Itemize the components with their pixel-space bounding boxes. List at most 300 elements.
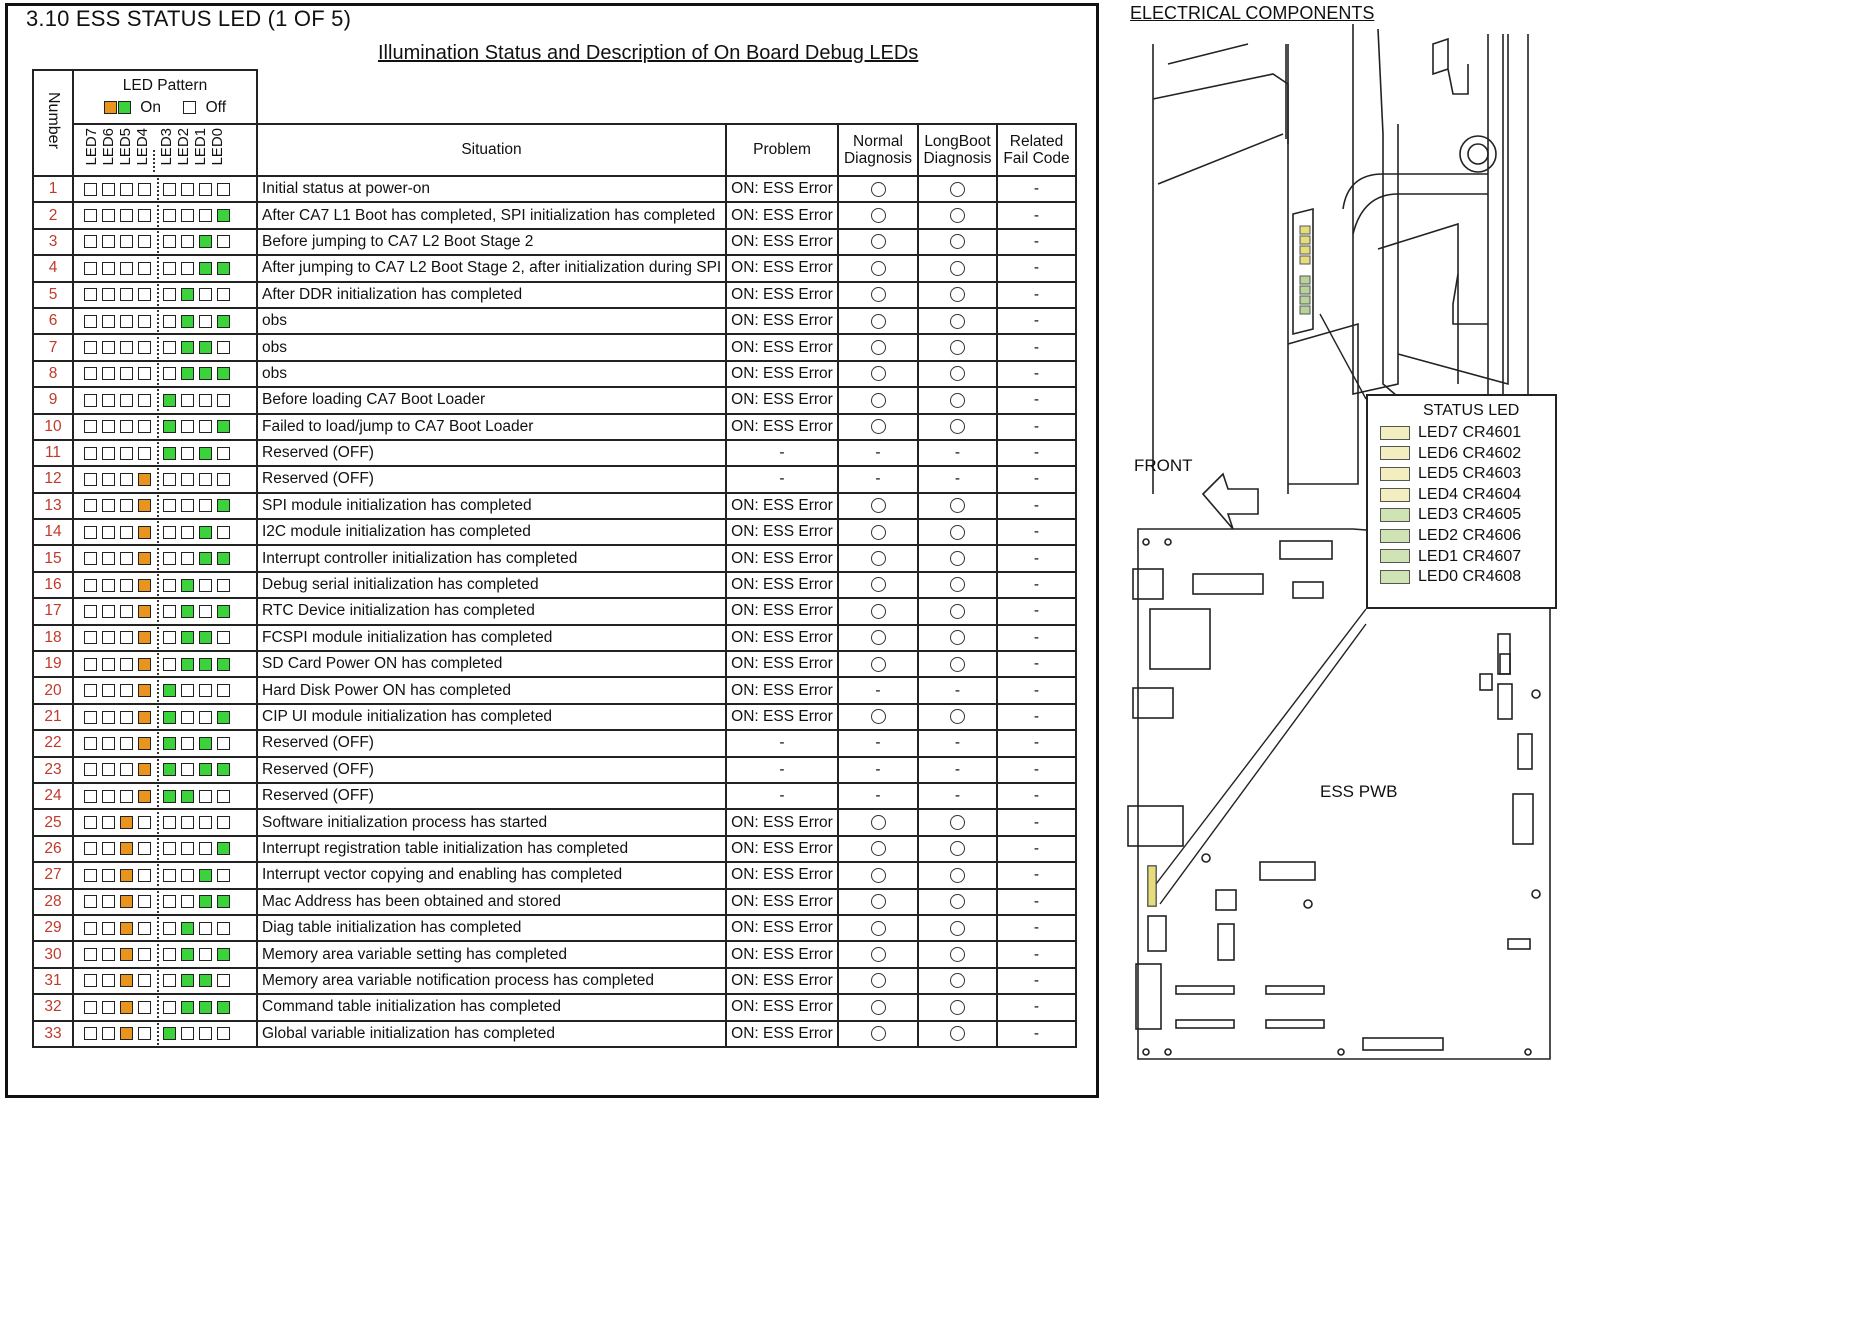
related-fail-code-cell: - xyxy=(997,255,1076,281)
led-indicator-led0 xyxy=(217,737,230,750)
led-chip-icon xyxy=(1380,488,1410,502)
problem-cell: ON: ESS Error xyxy=(726,572,838,598)
normal-diagnosis-cell xyxy=(838,493,918,519)
led-indicator-led5 xyxy=(120,631,133,644)
status-led-item xyxy=(1380,445,1521,465)
led-indicator-led4 xyxy=(138,262,151,275)
led-indicator-led4 xyxy=(138,737,151,750)
problem-cell: - xyxy=(726,757,838,783)
led-indicator-led0 xyxy=(217,526,230,539)
led-indicator-led4 xyxy=(138,367,151,380)
problem-cell: ON: ESS Error xyxy=(726,968,838,994)
related-fail-code-cell: - xyxy=(997,202,1076,228)
circle-mark-icon xyxy=(950,815,965,830)
led-pattern xyxy=(73,519,257,545)
led-label-led6: LED6 xyxy=(100,127,117,166)
led-pattern xyxy=(73,651,257,677)
problem-cell: ON: ESS Error xyxy=(726,519,838,545)
circle-mark-icon xyxy=(950,261,965,276)
led-indicator-led4 xyxy=(138,183,151,196)
situation-cell: Memory area variable setting has completed xyxy=(257,941,726,967)
led-indicator-led3 xyxy=(163,552,176,565)
led-indicator-led5 xyxy=(120,948,133,961)
led-group-separator xyxy=(157,337,159,359)
normal-diagnosis-cell xyxy=(838,809,918,835)
led-indicator-led6 xyxy=(102,711,115,724)
row-number: 25 xyxy=(33,809,73,835)
led-indicator-led4 xyxy=(138,473,151,486)
situation-cell: Global variable initialization has completed xyxy=(257,1021,726,1047)
led-indicator-led7 xyxy=(84,1001,97,1014)
led-indicator-led6 xyxy=(102,579,115,592)
normal-diagnosis-cell: - xyxy=(838,730,918,756)
related-fail-code-cell: - xyxy=(997,598,1076,624)
circle-mark-icon xyxy=(871,841,886,856)
led-indicator-led7 xyxy=(84,658,97,671)
led-indicator-led4 xyxy=(138,974,151,987)
led-indicator-led6 xyxy=(102,816,115,829)
led-indicator-led5 xyxy=(120,658,133,671)
led-indicator-led5 xyxy=(120,235,133,248)
row-number: 28 xyxy=(33,889,73,915)
circle-mark-icon xyxy=(950,419,965,434)
led-indicator-led7 xyxy=(84,605,97,618)
led-pattern xyxy=(73,545,257,571)
related-fail-code-cell: - xyxy=(997,941,1076,967)
circle-mark-icon xyxy=(871,1000,886,1015)
circle-mark-icon xyxy=(950,182,965,197)
circle-mark-icon xyxy=(871,947,886,962)
led-indicator-led2 xyxy=(181,1027,194,1040)
led-indicator-led6 xyxy=(102,262,115,275)
table-row xyxy=(33,519,1076,545)
led-indicator-led6 xyxy=(102,790,115,803)
led-indicator-led7 xyxy=(84,631,97,644)
led-indicator-led5 xyxy=(120,473,133,486)
normal-diagnosis-cell: - xyxy=(838,677,918,703)
longboot-diagnosis-cell xyxy=(918,255,997,281)
led-indicator-led3 xyxy=(163,711,176,724)
led-indicator-led1 xyxy=(199,631,212,644)
situation-cell: After CA7 L1 Boot has completed, SPI initialization has completed xyxy=(257,202,726,228)
row-number: 21 xyxy=(33,704,73,730)
led-indicator-led1 xyxy=(199,526,212,539)
row-number: 5 xyxy=(33,282,73,308)
problem-cell: ON: ESS Error xyxy=(726,176,838,202)
circle-mark-icon xyxy=(950,234,965,249)
led-indicator-led5 xyxy=(120,922,133,935)
led-indicator-led7 xyxy=(84,341,97,354)
led-indicator-led4 xyxy=(138,1001,151,1014)
led-indicator-led6 xyxy=(102,1001,115,1014)
legend-orange-swatch xyxy=(104,101,117,114)
led-indicator-led2 xyxy=(181,526,194,539)
led-indicator-led4 xyxy=(138,499,151,512)
normal-diagnosis-cell xyxy=(838,519,918,545)
led-indicator-led7 xyxy=(84,948,97,961)
led-indicator-led3 xyxy=(163,315,176,328)
led-indicator-led6 xyxy=(102,209,115,222)
circle-mark-icon xyxy=(950,208,965,223)
led-pattern xyxy=(73,202,257,228)
table-row xyxy=(33,202,1076,228)
led-indicator-led1 xyxy=(199,262,212,275)
circle-mark-icon xyxy=(950,366,965,381)
led-group-separator xyxy=(157,864,159,886)
related-fail-code-cell: - xyxy=(997,519,1076,545)
situation-cell: Before loading CA7 Boot Loader xyxy=(257,387,726,413)
longboot-diagnosis-cell: - xyxy=(918,783,997,809)
table-row xyxy=(33,545,1076,571)
led-pattern xyxy=(73,414,257,440)
problem-cell: ON: ESS Error xyxy=(726,677,838,703)
table-row xyxy=(33,176,1076,202)
led-indicator-led7 xyxy=(84,288,97,301)
circle-mark-icon xyxy=(950,894,965,909)
led-indicator-led5 xyxy=(120,711,133,724)
led-indicator-led7 xyxy=(84,367,97,380)
led-indicator-led1 xyxy=(199,209,212,222)
situation-cell: Software initialization process has started xyxy=(257,809,726,835)
led-indicator-led0 xyxy=(217,579,230,592)
circle-mark-icon xyxy=(871,525,886,540)
table-row xyxy=(33,651,1076,677)
led-chip-icon xyxy=(1380,446,1410,460)
led-indicator-led1 xyxy=(199,658,212,671)
table-row xyxy=(33,783,1076,809)
circle-mark-icon xyxy=(871,314,886,329)
situation-cell: I2C module initialization has completed xyxy=(257,519,726,545)
circle-mark-icon xyxy=(950,577,965,592)
led-indicator-led6 xyxy=(102,341,115,354)
row-number: 23 xyxy=(33,757,73,783)
situation-cell: Interrupt controller initialization has completed xyxy=(257,545,726,571)
row-number: 18 xyxy=(33,625,73,651)
led-indicator-led4 xyxy=(138,579,151,592)
table-row xyxy=(33,466,1076,492)
led-group-separator xyxy=(157,785,159,807)
led-indicator-led2 xyxy=(181,816,194,829)
led-indicator-led4 xyxy=(138,605,151,618)
led-indicator-led2 xyxy=(181,737,194,750)
led-indicator-led2 xyxy=(181,341,194,354)
circle-mark-icon xyxy=(871,287,886,302)
longboot-diagnosis-cell xyxy=(918,968,997,994)
table-row xyxy=(33,440,1076,466)
led-indicator-led6 xyxy=(102,1027,115,1040)
led-indicator-led4 xyxy=(138,658,151,671)
led-indicator-led1 xyxy=(199,183,212,196)
circle-mark-icon xyxy=(950,921,965,936)
led-group-separator xyxy=(157,706,159,728)
led-indicator-led4 xyxy=(138,922,151,935)
row-number: 8 xyxy=(33,361,73,387)
table-row xyxy=(33,994,1076,1020)
led-group-separator xyxy=(157,600,159,622)
status-led-callout xyxy=(1366,394,1557,609)
normal-diagnosis-cell xyxy=(838,598,918,624)
led-indicator-led6 xyxy=(102,922,115,935)
circle-mark-icon xyxy=(950,604,965,619)
led-indicator-led5 xyxy=(120,1001,133,1014)
led-indicator-led0 xyxy=(217,367,230,380)
related-fail-code-cell: - xyxy=(997,176,1076,202)
status-led-label: LED1 CR4607 xyxy=(1418,547,1522,565)
led-indicator-led3 xyxy=(163,579,176,592)
row-number: 19 xyxy=(33,651,73,677)
led-indicator-led0 xyxy=(217,552,230,565)
led-indicator-led0 xyxy=(217,790,230,803)
related-fail-code-cell: - xyxy=(997,493,1076,519)
table-row xyxy=(33,282,1076,308)
longboot-diagnosis-cell xyxy=(918,308,997,334)
led-pattern xyxy=(73,572,257,598)
led-indicator-led0 xyxy=(217,922,230,935)
table-row xyxy=(33,730,1076,756)
header-blank xyxy=(257,70,1076,124)
led-indicator-led6 xyxy=(102,948,115,961)
circle-mark-icon xyxy=(871,551,886,566)
led-pattern xyxy=(73,994,257,1020)
longboot-diagnosis-cell xyxy=(918,704,997,730)
circle-mark-icon xyxy=(950,841,965,856)
longboot-diagnosis-cell xyxy=(918,572,997,598)
led-indicator-led6 xyxy=(102,552,115,565)
led-indicator-led0 xyxy=(217,974,230,987)
led-indicator-led5 xyxy=(120,420,133,433)
problem-cell: ON: ESS Error xyxy=(726,545,838,571)
longboot-diagnosis-cell xyxy=(918,1021,997,1047)
led-group-separator xyxy=(157,653,159,675)
led-pattern xyxy=(73,757,257,783)
page-title: 3.10 ESS STATUS LED (1 OF 5) xyxy=(26,6,352,31)
led-indicator-led1 xyxy=(199,420,212,433)
led-indicator-led2 xyxy=(181,367,194,380)
problem-cell: ON: ESS Error xyxy=(726,282,838,308)
led-indicator-led7 xyxy=(84,763,97,776)
related-fail-code-cell: - xyxy=(997,651,1076,677)
led-indicator-led1 xyxy=(199,869,212,882)
normal-diagnosis-cell xyxy=(838,414,918,440)
circle-mark-icon xyxy=(871,709,886,724)
circle-mark-icon xyxy=(871,921,886,936)
circle-mark-icon xyxy=(950,314,965,329)
row-number: 27 xyxy=(33,862,73,888)
status-led-item xyxy=(1380,486,1521,506)
led-indicator-led2 xyxy=(181,842,194,855)
problem-cell: - xyxy=(726,783,838,809)
led-indicator-led3 xyxy=(163,895,176,908)
led-group-separator xyxy=(157,944,159,966)
situation-cell: CIP UI module initialization has completed xyxy=(257,704,726,730)
led-indicator-led0 xyxy=(217,420,230,433)
led-indicator-led3 xyxy=(163,499,176,512)
led-group-separator xyxy=(157,917,159,939)
led-indicator-led1 xyxy=(199,684,212,697)
longboot-diagnosis-cell xyxy=(918,229,997,255)
led-indicator-led4 xyxy=(138,711,151,724)
longboot-diagnosis-cell: - xyxy=(918,757,997,783)
longboot-diagnosis-cell: - xyxy=(918,440,997,466)
normal-diagnosis-cell xyxy=(838,572,918,598)
led-indicator-led0 xyxy=(217,499,230,512)
led-indicator-led5 xyxy=(120,605,133,618)
led-indicator-led7 xyxy=(84,895,97,908)
longboot-diagnosis-cell xyxy=(918,862,997,888)
situation-cell: obs xyxy=(257,361,726,387)
led-indicator-led4 xyxy=(138,526,151,539)
normal-diagnosis-cell xyxy=(838,387,918,413)
status-led-item xyxy=(1380,424,1521,444)
led-indicator-led2 xyxy=(181,183,194,196)
problem-cell: ON: ESS Error xyxy=(726,387,838,413)
related-fail-code-cell: - xyxy=(997,1021,1076,1047)
led-group-separator xyxy=(157,970,159,992)
led-indicator-led5 xyxy=(120,684,133,697)
led-chip-icon xyxy=(1380,426,1410,440)
led-group-separator xyxy=(157,627,159,649)
led-indicator-led0 xyxy=(217,711,230,724)
led-indicator-led5 xyxy=(120,262,133,275)
led-legend xyxy=(74,99,256,117)
row-number: 20 xyxy=(33,677,73,703)
led-indicator-led7 xyxy=(84,499,97,512)
table-row xyxy=(33,836,1076,862)
led-group-separator xyxy=(157,732,159,754)
problem-cell: ON: ESS Error xyxy=(726,809,838,835)
led-indicator-led3 xyxy=(163,235,176,248)
circle-mark-icon xyxy=(950,973,965,988)
normal-diagnosis-cell: - xyxy=(838,783,918,809)
led-indicator-led1 xyxy=(199,948,212,961)
led-indicator-led7 xyxy=(84,816,97,829)
led-group-separator xyxy=(157,759,159,781)
circle-mark-icon xyxy=(950,630,965,645)
table-row xyxy=(33,414,1076,440)
row-number: 1 xyxy=(33,176,73,202)
led-indicator-led1 xyxy=(199,499,212,512)
led-indicator-led5 xyxy=(120,763,133,776)
led-indicator-led2 xyxy=(181,790,194,803)
problem-cell: ON: ESS Error xyxy=(726,862,838,888)
led-indicator-led3 xyxy=(163,1001,176,1014)
circle-mark-icon xyxy=(871,657,886,672)
ess-pwb-label: ESS PWB xyxy=(1320,782,1398,801)
row-number: 10 xyxy=(33,414,73,440)
circle-mark-icon xyxy=(871,340,886,355)
led-indicator-led7 xyxy=(84,790,97,803)
problem-cell: ON: ESS Error xyxy=(726,704,838,730)
related-fail-code-cell: - xyxy=(997,889,1076,915)
row-number: 7 xyxy=(33,334,73,360)
situation-cell: Command table initialization has completed xyxy=(257,994,726,1020)
problem-cell: ON: ESS Error xyxy=(726,255,838,281)
related-fail-code-cell: - xyxy=(997,308,1076,334)
normal-diagnosis-cell xyxy=(838,625,918,651)
table-row xyxy=(33,229,1076,255)
led-indicator-led2 xyxy=(181,235,194,248)
led-indicator-led7 xyxy=(84,974,97,987)
status-led-item xyxy=(1380,506,1521,526)
led-indicator-led1 xyxy=(199,315,212,328)
row-number: 32 xyxy=(33,994,73,1020)
led-indicator-led0 xyxy=(217,816,230,829)
problem-cell: ON: ESS Error xyxy=(726,651,838,677)
led-pattern xyxy=(73,493,257,519)
related-fail-code-cell: - xyxy=(997,572,1076,598)
status-led-label: LED5 CR4603 xyxy=(1418,465,1522,483)
led-indicator-led4 xyxy=(138,341,151,354)
normal-diagnosis-cell xyxy=(838,255,918,281)
led-chip-icon xyxy=(1380,467,1410,481)
circle-mark-icon xyxy=(871,577,886,592)
situation-cell: Memory area variable notification process has completed xyxy=(257,968,726,994)
longboot-diagnosis-cell xyxy=(918,809,997,835)
circle-mark-icon xyxy=(950,1000,965,1015)
led-status-table xyxy=(32,69,1077,1048)
table-heading: Illumination Status and Description of On Board Debug LEDs xyxy=(378,42,919,64)
status-led-label: LED7 CR4601 xyxy=(1418,424,1522,441)
related-fail-code-cell: - xyxy=(997,704,1076,730)
led-indicator-led0 xyxy=(217,631,230,644)
led-indicator-led6 xyxy=(102,235,115,248)
led-indicator-led0 xyxy=(217,1027,230,1040)
circle-mark-icon xyxy=(871,604,886,619)
table-row xyxy=(33,757,1076,783)
led-indicator-led4 xyxy=(138,842,151,855)
led-indicator-led7 xyxy=(84,869,97,882)
led-indicator-led2 xyxy=(181,288,194,301)
situation-cell: Failed to load/jump to CA7 Boot Loader xyxy=(257,414,726,440)
led-pattern xyxy=(73,282,257,308)
led-pattern xyxy=(73,440,257,466)
led-indicator-led3 xyxy=(163,869,176,882)
row-number: 2 xyxy=(33,202,73,228)
led-indicator-led4 xyxy=(138,948,151,961)
circle-mark-icon xyxy=(871,208,886,223)
related-fail-code-cell: - xyxy=(997,968,1076,994)
led-indicator-led2 xyxy=(181,499,194,512)
header-situation: Situation xyxy=(257,124,726,176)
led-indicator-led1 xyxy=(199,235,212,248)
led-indicator-led3 xyxy=(163,737,176,750)
led-indicator-led3 xyxy=(163,631,176,644)
status-led-label: LED2 CR4606 xyxy=(1418,527,1522,544)
led-strip-upper xyxy=(1300,226,1310,314)
related-fail-code-cell: - xyxy=(997,361,1076,387)
circle-mark-icon xyxy=(950,709,965,724)
situation-cell: obs xyxy=(257,308,726,334)
led-indicator-led5 xyxy=(120,288,133,301)
led-indicator-led2 xyxy=(181,1001,194,1014)
normal-diagnosis-cell xyxy=(838,361,918,387)
problem-cell: - xyxy=(726,466,838,492)
led-group-separator xyxy=(157,284,159,306)
led-indicator-led4 xyxy=(138,235,151,248)
led-indicator-led2 xyxy=(181,579,194,592)
led-indicator-led5 xyxy=(120,790,133,803)
normal-diagnosis-cell xyxy=(838,836,918,862)
situation-cell: Diag table initialization has completed xyxy=(257,915,726,941)
led-indicator-led6 xyxy=(102,605,115,618)
circle-mark-icon xyxy=(950,551,965,566)
led-pattern xyxy=(73,361,257,387)
table-row xyxy=(33,704,1076,730)
led-indicator-led6 xyxy=(102,869,115,882)
led-indicator-led3 xyxy=(163,341,176,354)
led-pattern xyxy=(73,836,257,862)
led-indicator-led4 xyxy=(138,394,151,407)
